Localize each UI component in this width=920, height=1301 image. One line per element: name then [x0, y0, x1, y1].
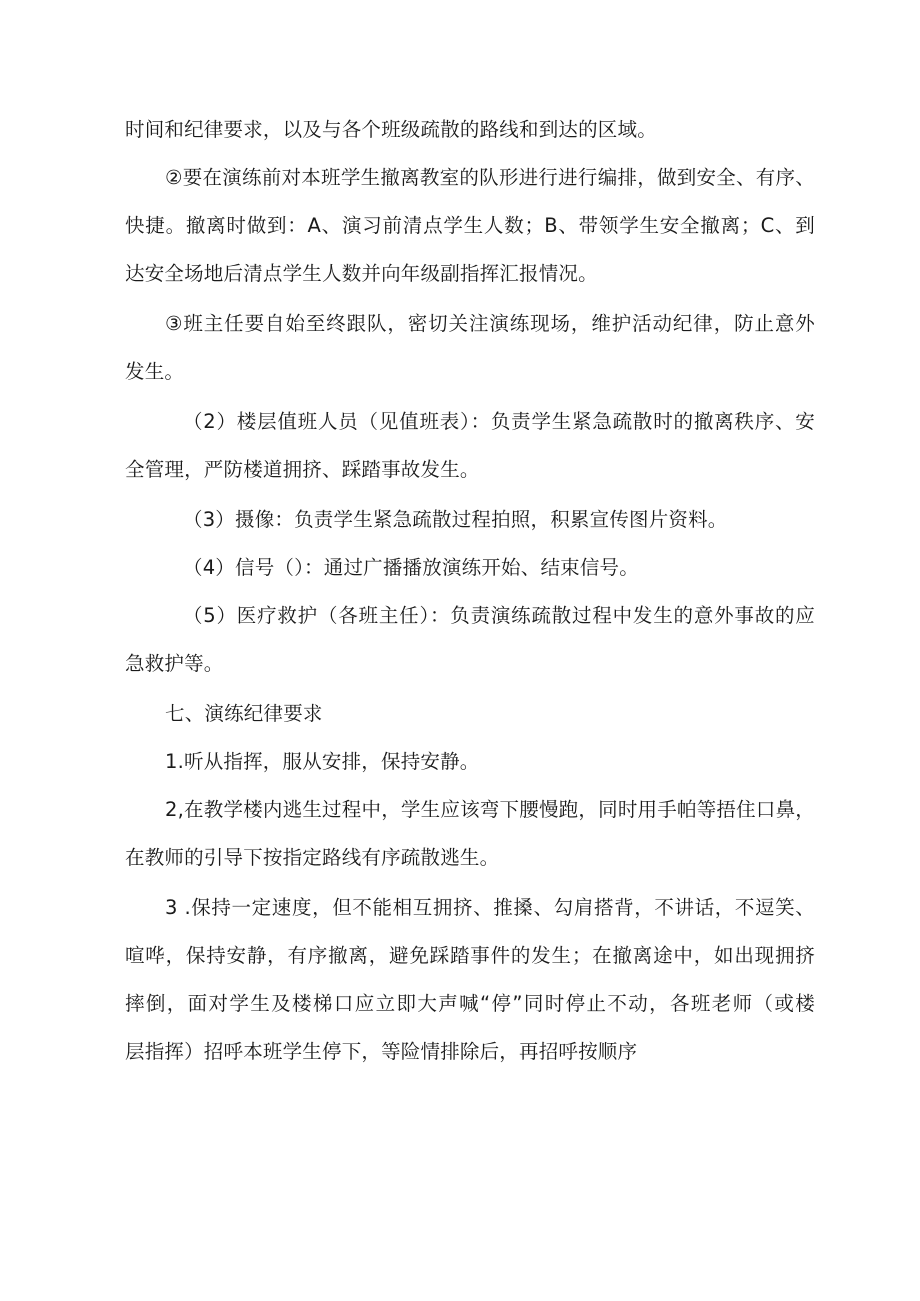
text-line: （4）信号（）：通过广播播放演练开始、结束信号。 — [183, 556, 639, 579]
text-line: 2,在教学楼内逃生过程中，学生应该弯下腰慢跑，同时用手帕等捂住口鼻， — [165, 798, 815, 821]
text-line: ②要在演练前对本班学生撤离教室的队形进行进行编排，做到安全、有序、 — [165, 166, 815, 189]
text-line: 全管理，严防楼道拥挤、踩踏事故发生。 — [125, 458, 480, 481]
text-line: 快捷。撤离时做到：A、演习前清点学生人数；B、带领学生安全撤离；C、到 — [125, 214, 815, 237]
text-line: 时间和纪律要求，以及与各个班级疏散的路线和到达的区域。 — [125, 118, 657, 141]
text-line: 喧哗，保持安静，有序撤离，避免踩踏事件的发生；在撤离途中，如出现拥挤 — [125, 944, 815, 967]
text-line: （5）医疗救护（各班主任）：负责演练疏散过程中发生的意外事故的应 — [183, 604, 815, 627]
text-line: 摔倒，面对学生及楼梯口应立即大声喊“停”同时停止不动，各班老师（或楼 — [125, 992, 815, 1015]
text-line: （3）摄像：负责学生紧急疏散过程拍照，积累宣传图片资料。 — [183, 508, 728, 531]
text-line: ③班主任要自始至终跟队，密切关注演练现场，维护活动纪律，防止意外 — [165, 312, 815, 335]
text-line: （2）楼层值班人员（见值班表）：负责学生紧急疏散时的撤离秩序、安 — [183, 410, 815, 433]
text-line: 急救护等。 — [125, 652, 224, 675]
text-line: 在教师的引导下按指定路线有序疏散逃生。 — [125, 846, 500, 869]
text-line: 达安全场地后清点学生人数并向年级副指挥汇报情况。 — [125, 262, 598, 285]
text-line: 1.听从指挥，服从安排，保持安静。 — [165, 750, 480, 773]
section-heading: 七、演练纪律要求 — [165, 702, 323, 725]
text-line: 层指挥）招呼本班学生停下，等险情排除后，再招呼按顺序 — [125, 1040, 638, 1063]
text-line: 3 .保持一定速度，但不能相互拥挤、推搡、勾肩搭背，不讲话，不逗笑、 — [165, 896, 815, 919]
text-line: 发生。 — [125, 360, 185, 383]
